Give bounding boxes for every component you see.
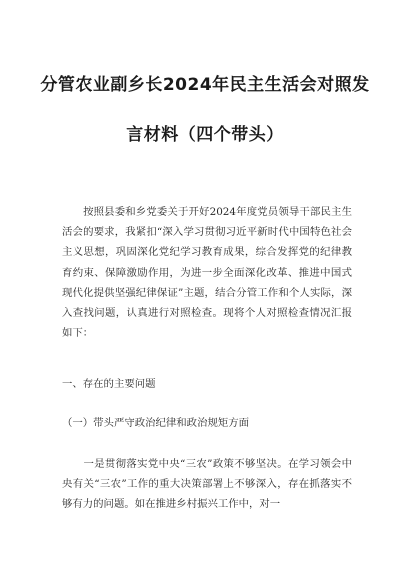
body-paragraph: 一是贯彻落实党中央“三农”政策不够坚决。在学习领会中央有关“三农”工作的重大决策部署上不够深入，存在抓落实不够有力的问题。如在推进乡村振兴工作中，对一 — [62, 458, 352, 511]
document-title-line-1: 分管农业副乡长2024年民主生活会对照发 — [40, 75, 370, 95]
subsection-heading: （一）带头严守政治纪律和政治规矩方面 — [62, 417, 250, 429]
intro-paragraph: 按照县委和乡党委关于开好2024年度党员领导干部民主生活会的要求，我紧扣“深入学习贯彻习近平新时代中国特色社会主义思想，巩固深化党纪学习教育成果，综合发挥党的纪律教育约束、保障激励作用，为进一步全面深化改革、推进中国式现代化提供坚强纪律保证”主题，结合分管工作和个人实际，深入查找问题，认真进行对照检查。现将个人对照检查情况汇报如下： — [62, 206, 352, 340]
document-title-line-2: 言材料（四个带头） — [126, 125, 284, 145]
section-heading: 一、存在的主要问题 — [62, 378, 156, 390]
